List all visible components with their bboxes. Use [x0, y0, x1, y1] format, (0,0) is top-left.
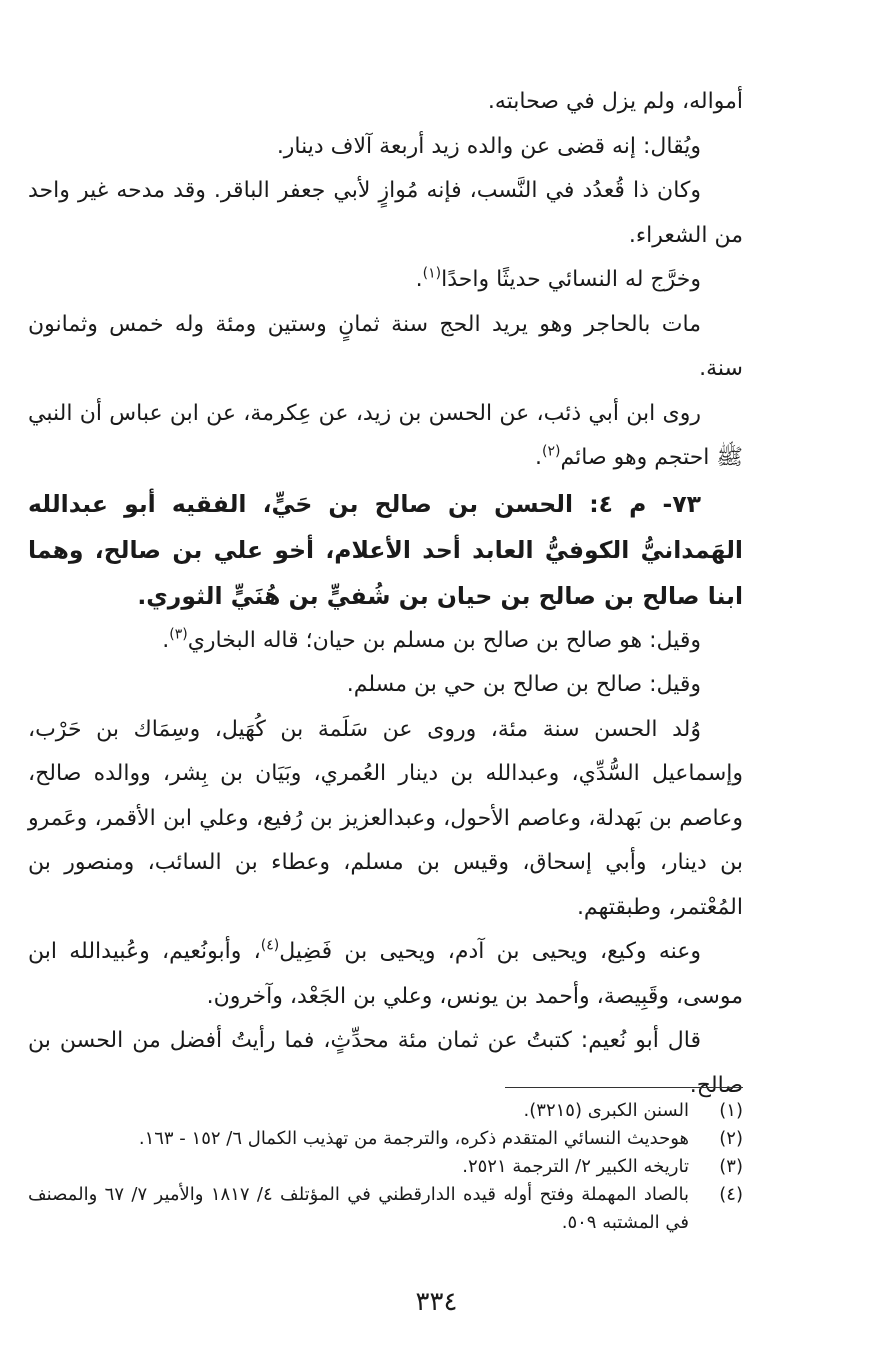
footnote-text: هوحديث النسائي المتقدم ذكره، والترجمة من تهذيب الكمال ٦/ ١٥٢ - ١٦٣. [138, 1128, 689, 1149]
footnote-marker: (٣) [169, 626, 188, 643]
paragraph-text: وعنه وكيع، ويحيى بن آدم، ويحيى بن فَضِيل [279, 939, 702, 964]
paragraph: أمواله، ولم يزل في صحابته. [487, 89, 743, 114]
paragraph: وُلد الحسن سنة مئة، وروى عن سَلَمة بن كُهَيل، وسِمَاك بن حَرْب، وإسماعيل السُّدِّي، وعبدالله بن دينار العُمري، وبَيَان بن بِشر، ووالده صالح، وعاصم بن بَهدلة، وعاصم الأحول، وعبدالعزيز بن رُفيع، وعلي ابن الأقمر، وعَمرو بن دينار، وأبي إسحاق، وقيس بن مسلم، وعطاء بن السائب، ومنصور بن المُعْتمر، وطبقتهم. [28, 716, 743, 920]
footnote-marker: (١) [422, 265, 442, 282]
paragraph-text: وقيل: هو صالح بن صالح بن مسلم بن حيان؛ قاله البخاري [187, 627, 701, 653]
paragraph-text: وخرَّج له النسائي حديثًا واحدًا [441, 267, 701, 292]
paragraph: وقيل: صالح بن صالح بن حي بن مسلم. [346, 672, 701, 697]
footnote-number: (٢) [719, 1128, 743, 1149]
entry-heading: ٧٣- م ٤: الحسن بن صالح بن حَيٍّ، الفقيه أبو عبدالله الهَمدانيُّ الكوفيُّ العابد أحد الأعلام، أخو علي بن صالح، وهما ابنا صالح بن صالح بن حيان بن شُفيٍّ بن هُنَيٍّ الثوري. [28, 489, 743, 610]
paragraph: وكان ذا قُعدُد في النَّسب، فإنه مُوازٍ لأبي جعفر الباقر. وقد مدحه غير واحد من الشعراء. [28, 178, 743, 248]
main-text [28, 80, 743, 1108]
paragraph-end: . [535, 445, 543, 470]
footnote-text: بالصاد المهملة وفتح أوله قيده الدارقطني في المؤتلف ٤/ ١٨١٧ والأمير ٧/ ٦٧ والمصنف في المشتبه ٥٠٩. [28, 1184, 689, 1233]
paragraph [28, 619, 743, 664]
paragraph: ويُقال: إنه قضى عن والده زيد أربعة آلاف دينار. [276, 133, 701, 159]
footnotes [28, 1097, 743, 1237]
footnote-marker: (٤) [260, 937, 280, 954]
paragraph-end: . [415, 267, 423, 292]
paragraph [28, 930, 743, 1019]
footnote-divider [505, 1087, 743, 1088]
footnote-text: تاريخه الكبير ٢/ الترجمة ٢٥٢١. [462, 1156, 689, 1177]
paragraph-text: روى ابن أبي ذئب، عن الحسن بن زيد، عن عِكرمة، عن ابن عباس أن النبي ﷺ احتجم وهو صائم [28, 400, 743, 470]
footnote-number: (٤) [719, 1184, 743, 1205]
footnote-marker: (٢) [542, 443, 561, 460]
paragraph: قال أبو نُعيم: كتبتُ عن ثمان مئة محدِّثٍ، فما رأيتُ أفضل من الحسن بن صالح. [28, 1028, 743, 1098]
footnote [28, 1181, 743, 1237]
footnote [28, 1153, 743, 1181]
footnote-number: (١) [719, 1100, 743, 1121]
footnote [28, 1097, 743, 1125]
footnote [28, 1125, 743, 1153]
paragraph: مات بالحاجر وهو يريد الحج سنة ثمانٍ وستين ومئة وله خمس وثمانون سنة. [28, 311, 743, 381]
paragraph [28, 258, 743, 303]
footnote-number: (٣) [719, 1156, 743, 1177]
footnote-text: السنن الكبرى (٣٢١٥). [523, 1100, 689, 1121]
paragraph-text: ، وأبونُعيم، وعُبيدالله ابن موسى، وقَبِيصة، وأحمد بن يونس، وعلي بن الجَعْد، وآخرون. [28, 939, 743, 1009]
page-number: ٣٣٤ [415, 1287, 458, 1317]
paragraph-end: . [162, 627, 170, 653]
paragraph [28, 392, 743, 481]
